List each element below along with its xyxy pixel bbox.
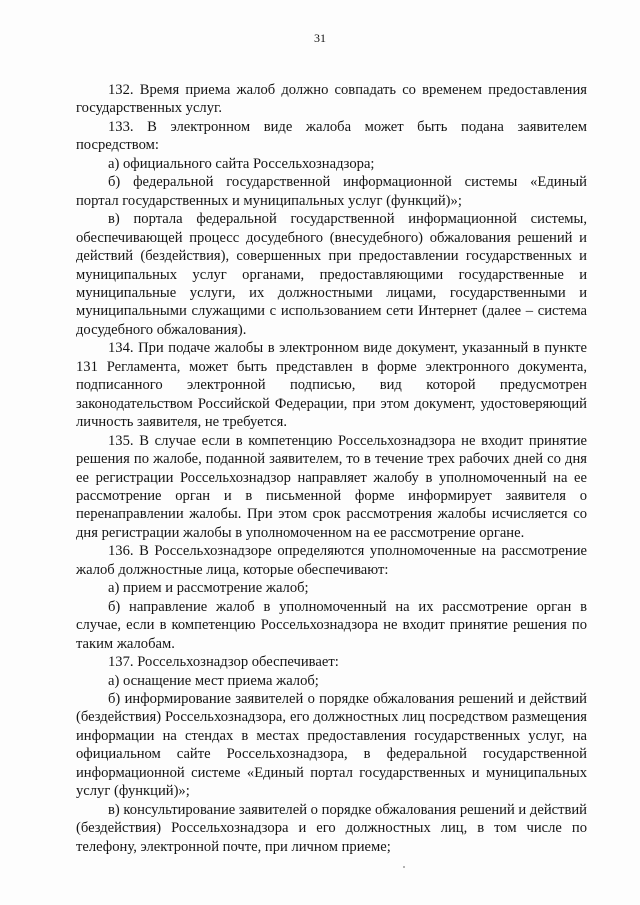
list-item-133-v: в) портала федеральной государственной информационной системы, обеспечивающей процесс досудебного (внесудебного) обжалования решений и действий (бездействия), совершенных при предоставлении государственных и муниципальных услуг органами, предоставляющими государственные и муниципальные услуги, их должностными лицами, государственными и муниципальными служащими с использованием сети Интернет (далее – система досудебного обжалования). xyxy=(76,211,587,338)
list-item-136-b: б) направление жалоб в уполномоченный на их рассмотрение орган в случае, если в компетенцию Россельхознадзора не входит принятие решения по таким жалобам. xyxy=(76,598,587,652)
paragraph-135: 135. В случае если в компетенцию Россельхознадзора не входит принятие решения по жалобе, поданной заявителем, то в течение трех рабочих дней со дня ее регистрации Россельхознадзор направляет жалобу в уполномоченный на ее рассмотрение орган и в письменной форме информирует заявителя о перенаправлении жалобы. При этом срок рассмотрения жалобы исчисляется со дня регистрации жалобы в уполномоченном на ее рассмотрение органе. xyxy=(76,432,587,541)
page-number: 31 xyxy=(314,31,326,45)
list-item-136-a: а) прием и рассмотрение жалоб; xyxy=(108,580,309,597)
scan-speck xyxy=(403,866,405,868)
paragraph-133: 133. В электронном виде жалоба может быть подана заявителем посредством: xyxy=(76,118,587,154)
paragraph-136: 136. В Россельхознадзоре определяются уполномоченные на рассмотрение жалоб должностные лица, которые обеспечивают: xyxy=(76,543,587,578)
list-item-137-a: а) оснащение мест приема жалоб; xyxy=(108,672,319,689)
list-item-133-a: а) официального сайта Россельхознадзора; xyxy=(108,155,375,172)
page-body xyxy=(76,81,587,856)
list-item-137-v: в) консультирование заявителей о порядке обжалования решений и действий (бездействия) Россельхознадзора и его должностных лиц, в том числе по телефону, электронной почте, при личном приеме; xyxy=(76,801,587,855)
list-item-133-b: б) федеральной государственной информационной системы «Единый портал государственных и муниципальных услуг (функций)»; xyxy=(76,174,587,209)
list-item-137-b: б) информирование заявителей о порядке обжалования решений и действий (бездействия) Россельхознадзора, его должностных лиц посредством размещения информации на стендах в местах предоставления государственных услуг, на официальном сайте Россельхознадзора, в федеральной государственной информационной системе «Единый портал государственных и муниципальных услуг (функций)»; xyxy=(76,690,587,800)
paragraph-137: 137. Россельхознадзор обеспечивает: xyxy=(108,654,339,671)
paragraph-134: 134. При подаче жалобы в электронном виде документ, указанный в пункте 131 Регламента, может быть представлен в форме электронного документа, подписанного электронной подписью, вид которой предусмотрен законодательством Российской Федерации, при этом документ, удостоверяющий личность заявителя, не требуется. xyxy=(76,340,587,431)
paragraph-132: 132. Время приема жалоб должно совпадать со временем предоставления государственных услуг. xyxy=(76,82,587,117)
